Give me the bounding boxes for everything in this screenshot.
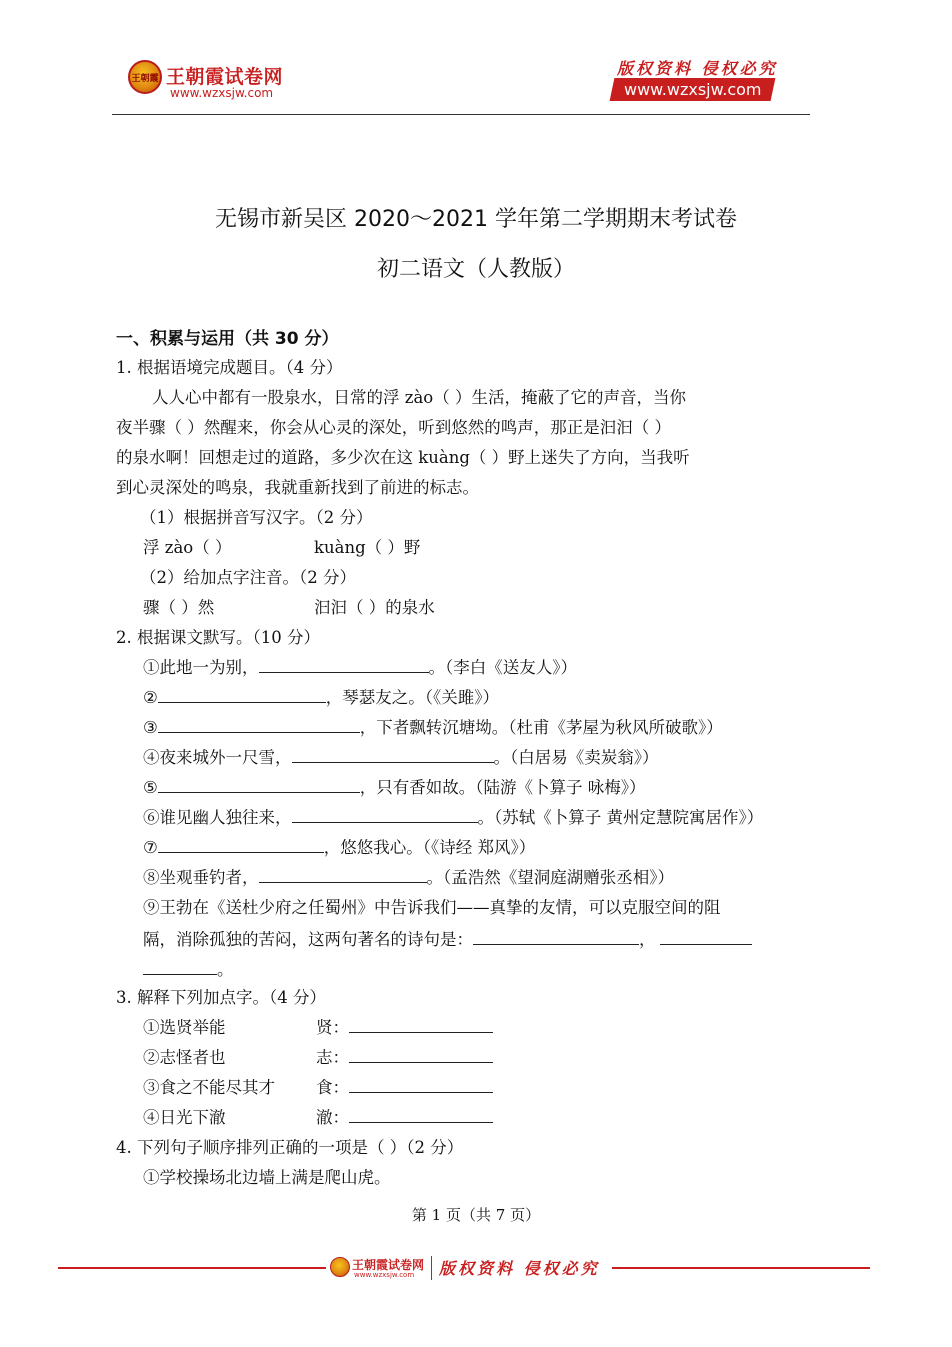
answer-blank[interactable] <box>259 868 427 883</box>
answer-blank[interactable] <box>158 718 360 733</box>
q2-item-post: 。（李白《送友人》） <box>428 658 577 677</box>
q2-item-pre: ①此地一为别， <box>143 658 259 677</box>
q3-item-phrase: ②志怪者也 <box>143 1048 226 1067</box>
q1-sub1: （1）根据拼音写汉字。（2 分） <box>140 508 373 527</box>
page-number: 第 1 页（共 7 页） <box>411 1206 541 1224</box>
q1-sub2-b: 汩汩（ ）的泉水 <box>314 598 435 617</box>
q1-sub2-a: 骤（ ）然 <box>143 598 215 617</box>
q1-sub2: （2）给加点字注音。（2 分） <box>140 568 356 587</box>
answer-blank[interactable] <box>473 930 639 945</box>
q2-item <box>143 684 499 708</box>
q3-item-answer <box>316 1044 493 1068</box>
q2-stem: 2. 根据课文默写。（10 分） <box>116 628 320 647</box>
q2-item-post: ，只有香如故。（陆游《卜算子 咏梅》） <box>359 778 646 797</box>
answer-blank[interactable] <box>158 688 326 703</box>
q1-passage-line-4: 到心灵深处的鸣泉，我就重新找到了前进的标志。 <box>116 478 479 497</box>
q1-passage-line-2: 夜半骤（ ）然醒来，你会从心灵的深处，听到悠然的鸣声，那正是汩汩（ ） <box>116 418 671 437</box>
q2-item-pre: ⑤ <box>143 778 158 797</box>
q2-item-pre: ③ <box>143 718 158 737</box>
header-divider <box>112 114 810 115</box>
q2-item-9-comma: ， <box>639 930 656 949</box>
q3-item-phrase: ①选贤举能 <box>143 1018 226 1037</box>
q2-item-post: ，下者飘转沉塘坳。（杜甫《茅屋为秋风所破歌》） <box>359 718 723 737</box>
q2-item-pre: ② <box>143 688 158 707</box>
q3-item-char: 志： <box>316 1048 349 1067</box>
footer-brand-url: www.wzxsjw.com <box>354 1271 415 1279</box>
url-banner[interactable] <box>610 78 776 101</box>
q4-item-1: ①学校操场北边墙上满是爬山虎。 <box>143 1168 391 1187</box>
url-banner-text: www.wzxsjw.com <box>624 80 762 99</box>
q3-item-answer <box>316 1104 493 1128</box>
footer-logo-icon <box>330 1257 350 1277</box>
answer-blank[interactable] <box>158 838 324 853</box>
q2-item-post: ，悠悠我心。（《诗经 郑风》） <box>323 838 536 857</box>
answer-blank[interactable] <box>292 748 494 763</box>
copyright-notice: 版权资料 侵权必究 <box>617 59 778 78</box>
q2-item-post: 。（苏轼《卜算子 黄州定慧院寓居作》） <box>477 808 764 827</box>
answer-blank[interactable] <box>349 1108 493 1123</box>
q2-item <box>143 714 723 738</box>
q2-item <box>143 774 646 798</box>
q2-item-9-line-3 <box>143 956 234 980</box>
q3-item-char: 贤： <box>316 1018 349 1037</box>
q2-item-pre: ⑧坐观垂钓者， <box>143 868 259 887</box>
q3-item-answer <box>316 1074 493 1098</box>
q3-item-answer <box>316 1014 493 1038</box>
q3-item-phrase: ③食之不能尽其才 <box>143 1078 275 1097</box>
answer-blank[interactable] <box>259 658 429 673</box>
q3-item-phrase: ④日光下澈 <box>143 1108 226 1127</box>
q2-item-9-text: 隔，消除孤独的苦闷，这两句著名的诗句是： <box>143 930 473 949</box>
footer-notice: 版权资料 侵权必究 <box>439 1259 600 1278</box>
footer-separator <box>431 1256 432 1280</box>
q2-item <box>143 834 535 858</box>
brand-name: 王朝霞试卷网 <box>166 66 284 88</box>
header-logo[interactable] <box>128 60 162 94</box>
q1-stem: 1. 根据语境完成题目。（4 分） <box>116 358 343 377</box>
q2-item-9-line-1: ⑨王勃在《送杜少府之任蜀州》中告诉我们——真挚的友情，可以克服空间的阻 <box>143 898 721 917</box>
q1-sub1-b: kuàng（ ）野 <box>314 538 421 557</box>
q1-passage-line-3: 的泉水啊！回想走过的道路，多少次在这 kuàng（ ）野上迷失了方向，当我听 <box>116 448 690 467</box>
answer-blank[interactable] <box>349 1078 493 1093</box>
q2-item-pre: ④夜来城外一尺雪， <box>143 748 292 767</box>
q2-item-post: 。（孟浩然《望洞庭湖赠张丞相》） <box>426 868 674 887</box>
answer-blank[interactable] <box>660 930 752 945</box>
q2-item <box>143 744 659 768</box>
q2-item-post: ，琴瑟友之。（《关雎》） <box>325 688 500 707</box>
q3-stem: 3. 解释下列加点字。（4 分） <box>116 988 326 1007</box>
footer-divider-left <box>58 1267 326 1269</box>
exam-title: 无锡市新吴区 2020～2021 学年第二学期期末考试卷 <box>215 207 737 232</box>
q2-item <box>143 804 763 828</box>
q4-stem: 4. 下列句子顺序排列正确的一项是（ ）（2 分） <box>116 1138 464 1157</box>
q2-item <box>143 654 577 678</box>
section-heading: 一、积累与运用（共 30 分） <box>116 329 339 349</box>
q3-item-char: 食： <box>316 1078 349 1097</box>
brand-url: www.wzxsjw.com <box>170 86 274 100</box>
answer-blank[interactable] <box>349 1018 493 1033</box>
q1-passage-line-1: 人人心中都有一股泉水，日常的浮 zào（ ）生活，掩蔽了它的声音，当你 <box>152 388 686 407</box>
footer-brand-name: 王朝霞试卷网 <box>352 1258 425 1272</box>
q2-item-pre: ⑦ <box>143 838 158 857</box>
exam-subtitle: 初二语文（人教版） <box>376 257 575 282</box>
logo-emblem-icon: 王朝霞 <box>128 60 162 94</box>
answer-blank[interactable] <box>349 1048 493 1063</box>
q2-item-9-end: 。 <box>217 960 234 979</box>
q2-item-9-line-2 <box>143 926 752 950</box>
q1-sub1-a: 浮 zào（ ） <box>143 538 232 557</box>
q2-item-pre: ⑥谁见幽人独往来， <box>143 808 292 827</box>
answer-blank[interactable] <box>158 778 360 793</box>
footer-divider-right <box>612 1267 870 1269</box>
answer-blank[interactable] <box>292 808 478 823</box>
q2-item <box>143 864 674 888</box>
q3-item-char: 澈： <box>316 1108 349 1127</box>
answer-blank[interactable] <box>143 960 217 975</box>
q2-item-post: 。（白居易《卖炭翁》） <box>493 748 659 767</box>
